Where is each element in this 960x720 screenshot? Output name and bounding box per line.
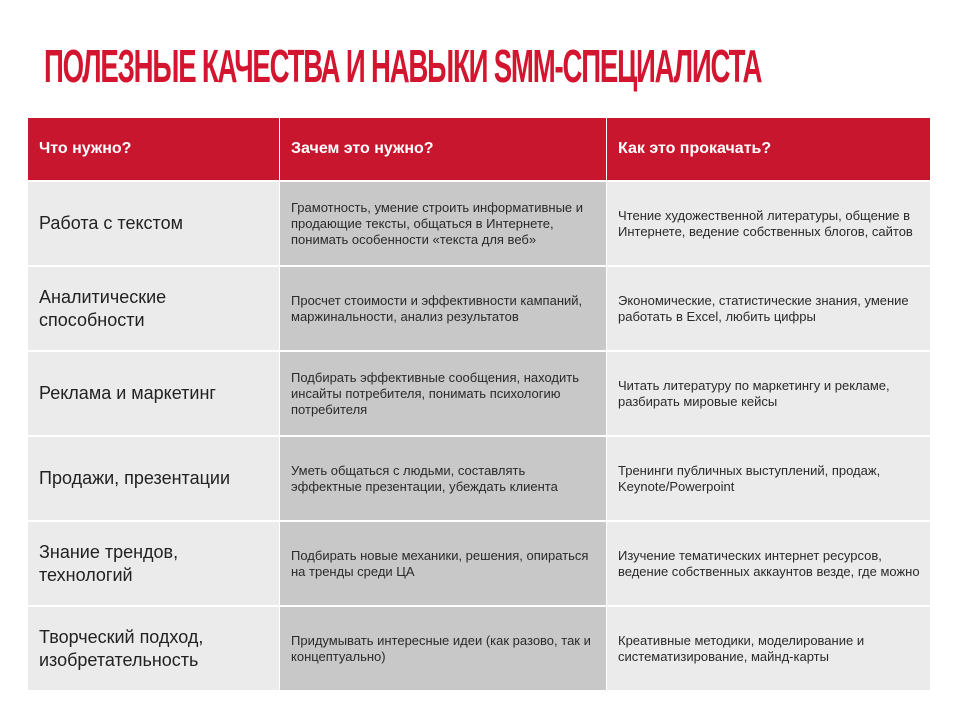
skill-purpose: Грамотность, умение строить информативные и продающие тексты, общаться в Интернете, понимать особенности «текста для веб» <box>280 182 606 265</box>
skill-name: Знание трендов, технологий <box>28 522 279 605</box>
column-header-what: Что нужно? <box>28 118 279 180</box>
page-title: ПОЛЕЗНЫЕ КАЧЕСТВА И НАВЫКИ SMM-СПЕЦИАЛИСТА <box>44 40 762 92</box>
skill-purpose: Подбирать эффективные сообщения, находить инсайты потребителя, понимать психологию потребителя <box>280 352 606 435</box>
column-header-how: Как это прокачать? <box>607 118 930 180</box>
skill-purpose: Просчет стоимости и эффективности кампаний, маржинальности, анализ результатов <box>280 267 606 350</box>
skill-development: Экономические, статистические знания, умение работать в Excel, любить цифры <box>607 267 930 350</box>
skill-name: Работа с текстом <box>28 182 279 265</box>
skill-name: Реклама и маркетинг <box>28 352 279 435</box>
column-header-why: Зачем это нужно? <box>280 118 606 180</box>
skill-development: Чтение художественной литературы, общение в Интернете, ведение собственных блогов, сайтов <box>607 182 930 265</box>
skill-development: Тренинги публичных выступлений, продаж, Keynote/Powerpoint <box>607 437 930 520</box>
skill-purpose: Уметь общаться с людьми, составлять эффектные презентации, убеждать клиента <box>280 437 606 520</box>
skill-development: Изучение тематических интернет ресурсов, ведение собственных аккаунтов везде, где можно <box>607 522 930 605</box>
skill-name: Творческий подход, изобретательность <box>28 607 279 690</box>
skills-table <box>28 118 930 690</box>
skill-name: Аналитические способности <box>28 267 279 350</box>
skill-name: Продажи, презентации <box>28 437 279 520</box>
skill-purpose: Придумывать интересные идеи (как разово, так и концептуально) <box>280 607 606 690</box>
skill-development: Креативные методики, моделирование и систематизирование, майнд-карты <box>607 607 930 690</box>
skill-purpose: Подбирать новые механики, решения, опираться на тренды среди ЦА <box>280 522 606 605</box>
skill-development: Читать литературу по маркетингу и рекламе, разбирать мировые кейсы <box>607 352 930 435</box>
